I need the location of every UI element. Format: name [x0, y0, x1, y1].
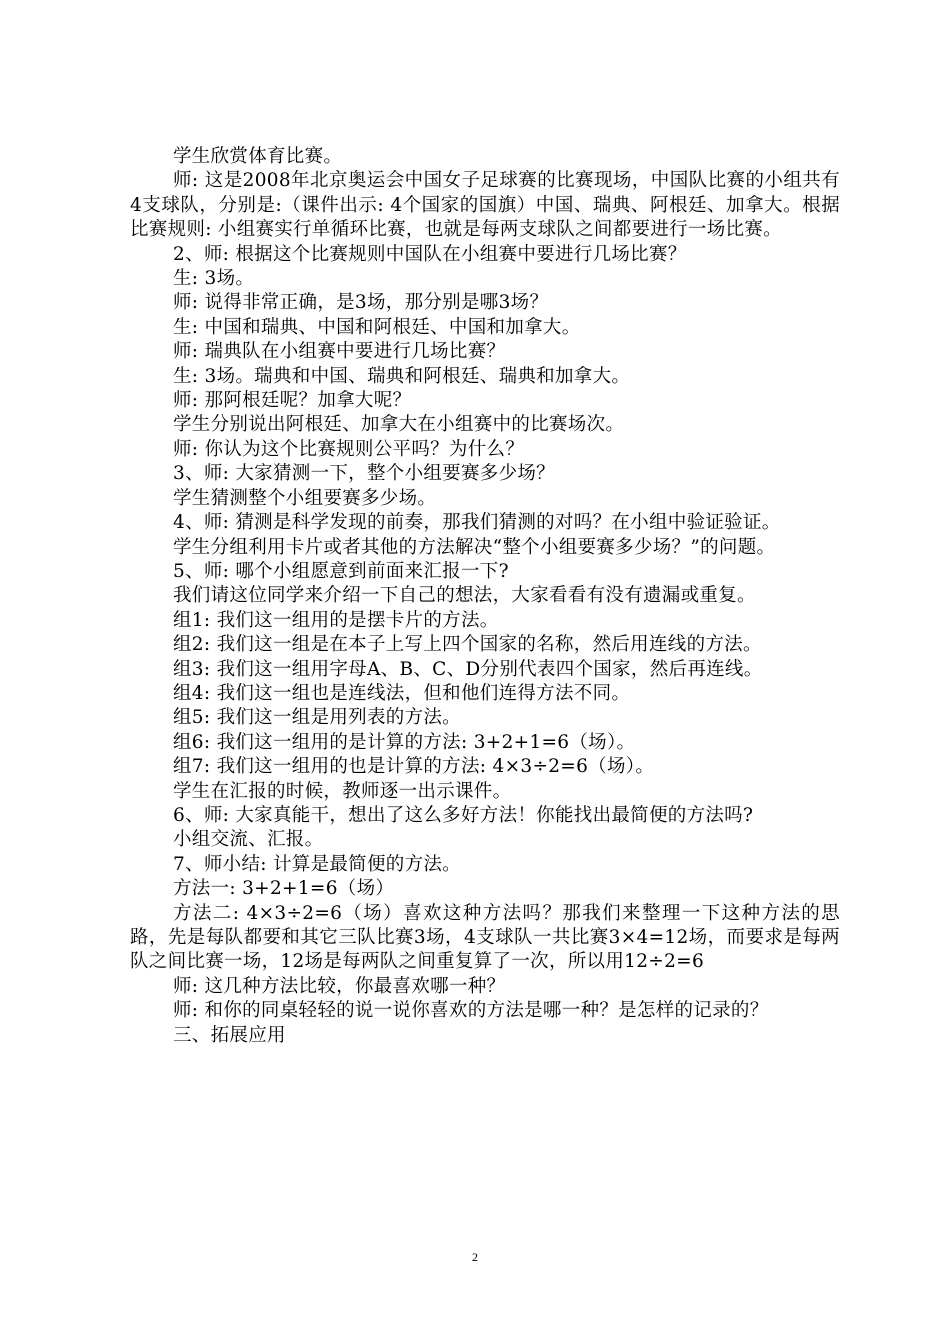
paragraph: 生: 3场。瑞典和中国、瑞典和阿根廷、瑞典和加拿大。	[173, 365, 631, 387]
paragraph: 师: 那阿根廷呢？加拿大呢？	[173, 390, 412, 412]
paragraph: 三、拓展应用	[173, 1024, 286, 1046]
paragraph: 师: 和你的同桌轻轻的说一说你喜欢的方法是哪一种？是怎样的记录的？	[173, 1000, 769, 1022]
paragraph: 组4: 我们这一组也是连线法，但和他们连得方法不同。	[173, 682, 631, 704]
paragraph: 组7: 我们这一组用的也是计算的方法: 4×3÷2=6（场）。	[173, 756, 655, 778]
page-number: 2	[472, 1250, 478, 1264]
paragraph: 师: 这是2008年北京奥运会中国女子足球赛的比赛现场，中国队比赛的小组共有4支球队，分别是:（课件出示: 4个国家的国旗）中国、瑞典、阿根廷、加拿大。根据比赛规则: 小组赛实行单循环比赛，也就是每两支球队之间都要进行一场比赛。	[130, 170, 840, 241]
paragraph: 5、师: 哪个小组愿意到前面来汇报一下?	[173, 560, 509, 582]
paragraph: 学生欣赏体育比赛。	[173, 146, 343, 167]
paragraph: 方法一: 3+2+1=6（场）	[173, 878, 395, 900]
paragraph: 学生在汇报的时候，教师逐一出示课件。	[173, 780, 512, 802]
paragraph: 组1: 我们这一组用的是摆卡片的方法。	[173, 609, 499, 631]
paragraph: 3、师: 大家猜测一下，整个小组要赛多少场？	[173, 463, 555, 485]
paragraph: 组2: 我们这一组是在本子上写上四个国家的名称，然后用连线的方法。	[173, 634, 762, 656]
paragraph: 生: 3场。	[173, 268, 255, 290]
paragraph: 4、师: 猜测是科学发现的前奏，那我们猜测的对吗？在小组中验证验证。	[173, 512, 781, 534]
paragraph: 方法二: 4×3÷2=6（场）喜欢这种方法吗？那我们来整理一下这种方法的思路，先是每队都要和其它三队比赛3场，4支球队一共比赛3×4=12场，而要求是每两队之间比赛一场，12场是每两队之间重复算了一次，所以用12÷2=6	[130, 902, 840, 973]
paragraph: 师: 你认为这个比赛规则公平吗？为什么？	[173, 438, 525, 460]
paragraph: 2、师: 根据这个比赛规则中国队在小组赛中要进行几场比赛？	[173, 243, 687, 265]
paragraph: 组3: 我们这一组用字母A、B、C、D分别代表四个国家，然后再连线。	[173, 658, 763, 680]
paragraph: 7、师小结: 计算是最简便的方法。	[173, 853, 461, 875]
paragraph: 小组交流、汇报。	[173, 829, 324, 851]
paragraph: 生: 中国和瑞典、中国和阿根廷、中国和加拿大。	[173, 316, 581, 338]
paragraph: 师: 瑞典队在小组赛中要进行几场比赛？	[173, 341, 506, 363]
document-body	[130, 145, 840, 1048]
paragraph: 师: 这几种方法比较，你最喜欢哪一种？	[173, 975, 506, 997]
paragraph: 学生分别说出阿根廷、加拿大在小组赛中的比赛场次。	[173, 414, 625, 436]
paragraph: 我们请这位同学来介绍一下自己的想法，大家看看有没有遗漏或重复。	[173, 585, 756, 607]
paragraph: 师: 说得非常正确，是3场，那分别是哪3场？	[173, 292, 549, 314]
paragraph: 组6: 我们这一组用的是计算的方法: 3+2+1=6（场）。	[173, 731, 636, 753]
paragraph: 学生分组利用卡片或者其他的方法解决“整个小组要赛多少场？”的问题。	[173, 536, 776, 558]
paragraph: 学生猜测整个小组要赛多少场。	[173, 487, 437, 509]
paragraph: 6、师: 大家真能干，想出了这么多好方法！你能找出最简便的方法吗?	[173, 804, 754, 826]
paragraph: 组5: 我们这一组是用列表的方法。	[173, 707, 461, 729]
